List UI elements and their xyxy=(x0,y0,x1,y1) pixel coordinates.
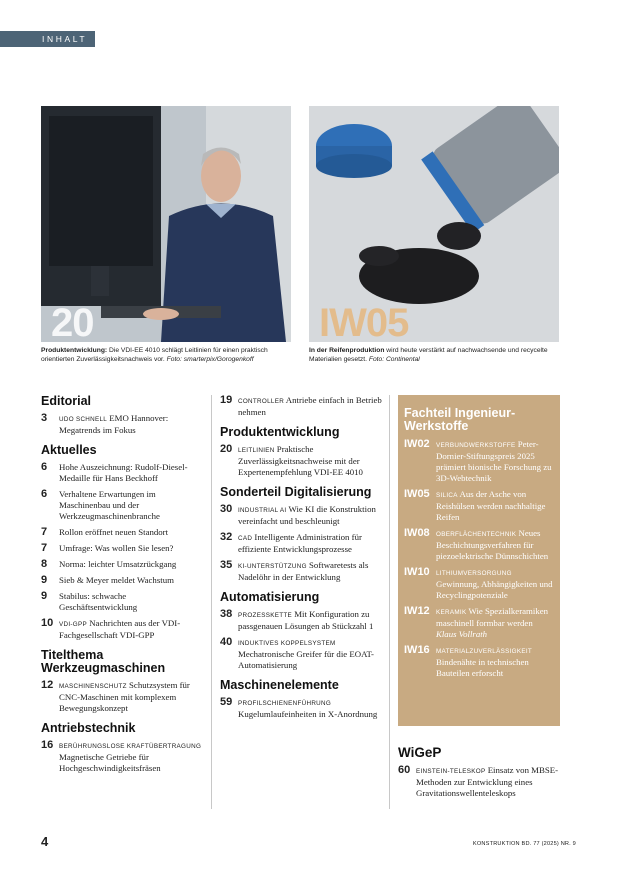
toc-title: Schutzsystem für CNC-Maschinen mit komplexem Bewegungskonzept xyxy=(59,680,190,713)
section-title: Aktuelles xyxy=(41,443,97,457)
toc-title: Kugelumlaufeinheiten in X-Anordnung xyxy=(238,709,378,719)
section-title: Titelthema Werkzeugmaschinen xyxy=(41,648,166,675)
toc-title: EMO Hannover: Megatrends im Fokus xyxy=(59,413,169,435)
toc-keyword: VERBUNDWERKSTOFFE xyxy=(436,442,516,449)
toc-entry[interactable] xyxy=(41,527,203,538)
toc-entry[interactable] xyxy=(41,575,203,586)
toc-entry-text xyxy=(59,618,203,641)
toc-entry-text xyxy=(238,697,385,720)
toc-page-number: IW16 xyxy=(404,644,430,656)
toc-entry[interactable] xyxy=(41,462,203,484)
toc-entry-text xyxy=(59,413,203,436)
toc-keyword: LITHIUMVERSORGUNG xyxy=(436,570,512,577)
photo-page-number: 20 xyxy=(51,301,94,342)
toc-title: Hohe Auszeichnung: Rudolf-Diesel-Medaille für Hans Beckhoff xyxy=(59,462,188,483)
toc-title: Umfrage: Was wollen Sie lesen? xyxy=(59,543,174,553)
section-title: Automatisierung xyxy=(220,590,320,604)
toc-entry[interactable] xyxy=(41,413,203,436)
toc-keyword: MASCHINENSCHUTZ xyxy=(59,683,127,690)
toc-entry-text xyxy=(59,559,203,570)
toc-page-number: 8 xyxy=(41,558,48,570)
caption-text: wird heute verstärkt auf nachwachsende und recycelte Materialien gesetzt. xyxy=(309,347,548,363)
toc-entry[interactable] xyxy=(220,395,385,418)
toc-column-1 xyxy=(41,395,203,779)
toc-keyword: SILICA xyxy=(436,492,458,499)
toc-title: Mit Konfiguration zu passgenauen Lösungen ab Stückzahl 1 xyxy=(238,609,374,631)
toc-entry[interactable] xyxy=(398,765,560,799)
toc-entry[interactable] xyxy=(41,740,203,774)
toc-title: Verhaltene Erwartungen im Maschinenbau und der Werkzeugmaschinenbranche xyxy=(59,489,160,521)
toc-entry[interactable] xyxy=(220,444,385,478)
toc-page-number: 30 xyxy=(220,503,233,515)
section-title: WiGeP xyxy=(398,745,442,760)
toc-keyword: KI-UNTERSTÜTZUNG xyxy=(238,563,307,570)
toc-entry-text xyxy=(238,560,385,583)
toc-entry[interactable] xyxy=(220,560,385,583)
toc-page-number: 40 xyxy=(220,636,233,648)
toc-author: Klaus Vollrath xyxy=(436,629,488,639)
section-title: Produktentwicklung xyxy=(220,425,340,439)
toc-entry[interactable] xyxy=(404,528,554,562)
toc-entry-text xyxy=(59,680,203,714)
toc-title: Gewinnung, Abhängigkeiten und Recyclingpotenziale xyxy=(436,579,553,600)
toc-entry[interactable] xyxy=(41,543,203,554)
toc-entry-text xyxy=(436,528,554,562)
toc-keyword: OBERFLÄCHENTECHNIK xyxy=(436,531,517,538)
column-divider xyxy=(389,395,390,809)
toc-entry-text xyxy=(59,740,203,774)
toc-entry-text xyxy=(436,489,554,523)
toc-keyword: VDI-GPP xyxy=(59,621,87,628)
toc-keyword: CAD xyxy=(238,535,253,542)
toc-entry[interactable] xyxy=(41,559,203,570)
toc-page-number: 59 xyxy=(220,696,233,708)
toc-title: Praktische Zuverlässigkeitsnachweise mit der Expertenempfehlung VDI-EE 4010 xyxy=(238,444,363,477)
toc-page-number: 12 xyxy=(41,679,54,691)
page-number: 4 xyxy=(41,834,49,849)
section-label: INHALT xyxy=(0,31,95,47)
section-title: Antriebstechnik xyxy=(41,721,136,735)
toc-keyword: EINSTEIN-TELESKOP xyxy=(416,768,486,775)
toc-title: Peter-Dornier-Stiftungspreis 2025 prämiert bionische Forschung zu 3D-Webtechnik xyxy=(436,439,552,483)
toc-title: Einsatz von MBSE-Methoden zur Entwicklung eines Gravitationswellenteleskops xyxy=(416,765,559,798)
toc-entry-text xyxy=(436,645,554,679)
toc-entry[interactable] xyxy=(220,609,385,632)
toc-entry-text xyxy=(436,439,554,484)
toc-page-number: IW12 xyxy=(404,605,430,617)
toc-title: Stabilus: schwache Geschäftsentwicklung xyxy=(59,591,138,612)
toc-title: Wie KI die Konstruktion vereinfacht und beschleunigt xyxy=(238,504,376,526)
toc-page-number: 60 xyxy=(398,764,411,776)
toc-entry-text xyxy=(416,765,560,799)
toc-title: Magnetische Getriebe für Hochgeschwindigkeitsfräsen xyxy=(59,752,161,773)
toc-entry[interactable] xyxy=(41,591,203,613)
toc-title: Intelligente Administration für effiziente Entwicklungsprozesse xyxy=(238,532,362,554)
toc-page-number: 7 xyxy=(41,526,48,538)
toc-page-number: 10 xyxy=(41,617,54,629)
toc-title: Rollon eröffnet neuen Standort xyxy=(59,527,169,537)
toc-entry-text xyxy=(436,606,554,640)
toc-entry[interactable] xyxy=(41,489,203,522)
toc-entry-text xyxy=(59,591,203,613)
toc-keyword: BERÜHRUNGSLOSE KRAFTÜBERTRAGUNG xyxy=(59,743,202,750)
toc-title: Bindenähte in technischen Bauteilen erforscht xyxy=(436,657,529,678)
section-title: Maschinenelemente xyxy=(220,678,339,692)
toc-title: Sieb & Meyer meldet Wachstum xyxy=(59,575,174,585)
caption-lead: In der Reifenproduktion xyxy=(309,347,385,354)
toc-title: Wie Spezialkeramiken maschinell formbar werden xyxy=(436,606,549,628)
toc-entry[interactable] xyxy=(404,439,554,484)
toc-page-number: IW10 xyxy=(404,566,430,578)
toc-keyword: PROZESSKETTE xyxy=(238,612,292,619)
caption-credit: Foto: Continental xyxy=(368,356,420,363)
wigep-section xyxy=(398,746,560,804)
publication-info: KONSTRUKTION BD. 77 (2025) NR. 9 xyxy=(472,841,576,847)
toc-keyword: CONTROLLER xyxy=(238,398,285,405)
toc-entry-text xyxy=(238,395,385,418)
toc-page-number: 9 xyxy=(41,590,48,602)
caption-text: Die VDI-EE 4010 schlägt Leitlinien für einen praktisch orientierten Zuverlässigkeitsnachweis vor. xyxy=(41,347,268,363)
toc-keyword: PROFILSCHIENENFÜHRUNG xyxy=(238,700,332,707)
photo-caption xyxy=(41,346,291,364)
toc-page-number: 35 xyxy=(220,559,233,571)
toc-title: Aus der Asche von Reishülsen werden nachhaltige Reifen xyxy=(436,489,546,522)
toc-title: Mechatronische Greifer für die EOAT-Automatisierung xyxy=(238,649,374,670)
toc-title: Antriebe einfach in Betrieb nehmen xyxy=(238,395,382,417)
toc-keyword: MATERIALZUVERLÄSSIGKEIT xyxy=(436,648,533,655)
cover-photo-engineer xyxy=(41,106,291,342)
toc-entry[interactable] xyxy=(220,637,385,671)
toc-title: Nachrichten aus der VDI-Fachgesellschaft VDI-GPP xyxy=(59,618,181,640)
toc-title: Neues Beschichtungsverfahren für piezoelektrische Dünnschichten xyxy=(436,528,549,561)
cover-photo-granulate xyxy=(309,106,559,342)
toc-keyword: UDO SCHNELL xyxy=(59,416,108,423)
toc-entry-text xyxy=(59,462,203,484)
toc-page-number: 7 xyxy=(41,542,48,554)
toc-keyword: KERAMIK xyxy=(436,609,467,616)
photo-caption xyxy=(309,346,559,364)
toc-page-number: 6 xyxy=(41,488,48,500)
toc-title: Softwaretests als Nadelöhr in der Entwicklung xyxy=(238,560,369,582)
toc-page-number: 38 xyxy=(220,608,233,620)
fachteil-box xyxy=(398,395,560,726)
toc-keyword: INDUKTIVES KOPPELSYSTEM xyxy=(238,640,336,647)
section-title: Editorial xyxy=(41,394,92,408)
toc-page-number: 16 xyxy=(41,739,54,751)
toc-title: Norma: leichter Umsatzrückgang xyxy=(59,559,177,569)
toc-page-number: IW02 xyxy=(404,438,430,450)
toc-entry-text xyxy=(238,609,385,632)
toc-entry-text xyxy=(238,444,385,478)
toc-entry-text xyxy=(59,575,203,586)
toc-entry[interactable] xyxy=(41,680,203,714)
photo-page-number: IW05 xyxy=(319,301,409,342)
section-title: Sonderteil Digitalisierung xyxy=(220,485,372,499)
toc-page-number: 32 xyxy=(220,531,233,543)
toc-entry[interactable] xyxy=(404,489,554,523)
toc-keyword: LEITLINIEN xyxy=(238,447,275,454)
toc-entry-text xyxy=(238,637,385,671)
toc-column-2 xyxy=(220,395,385,725)
toc-entry[interactable] xyxy=(220,532,385,555)
toc-entry-text xyxy=(59,527,203,538)
toc-page-number: 6 xyxy=(41,461,48,473)
toc-entry[interactable] xyxy=(41,618,203,641)
toc-entry-text xyxy=(238,504,385,527)
toc-page-number: 3 xyxy=(41,412,48,424)
toc-keyword: INDUSTRIAL AI xyxy=(238,507,287,514)
toc-entry[interactable] xyxy=(404,567,554,601)
toc-entry-text xyxy=(238,532,385,555)
toc-entry-text xyxy=(436,567,554,601)
toc-entry[interactable] xyxy=(404,606,554,640)
toc-entry-text xyxy=(59,543,203,554)
toc-entry[interactable] xyxy=(220,697,385,720)
box-title: Fachteil Ingenieur-Werkstoffe xyxy=(404,406,516,433)
toc-page-number: 9 xyxy=(41,574,48,586)
toc-entry[interactable] xyxy=(220,504,385,527)
toc-page-number: IW08 xyxy=(404,527,430,539)
toc-entry-text xyxy=(59,489,203,522)
caption-credit: Foto: smarterpix/Gorogenkoff xyxy=(166,356,254,363)
toc-entry[interactable] xyxy=(404,645,554,679)
column-divider xyxy=(211,395,212,809)
caption-lead: Produktentwicklung: xyxy=(41,347,108,354)
toc-page-number: IW05 xyxy=(404,488,430,500)
toc-page-number: 20 xyxy=(220,443,233,455)
toc-page-number: 19 xyxy=(220,394,233,406)
